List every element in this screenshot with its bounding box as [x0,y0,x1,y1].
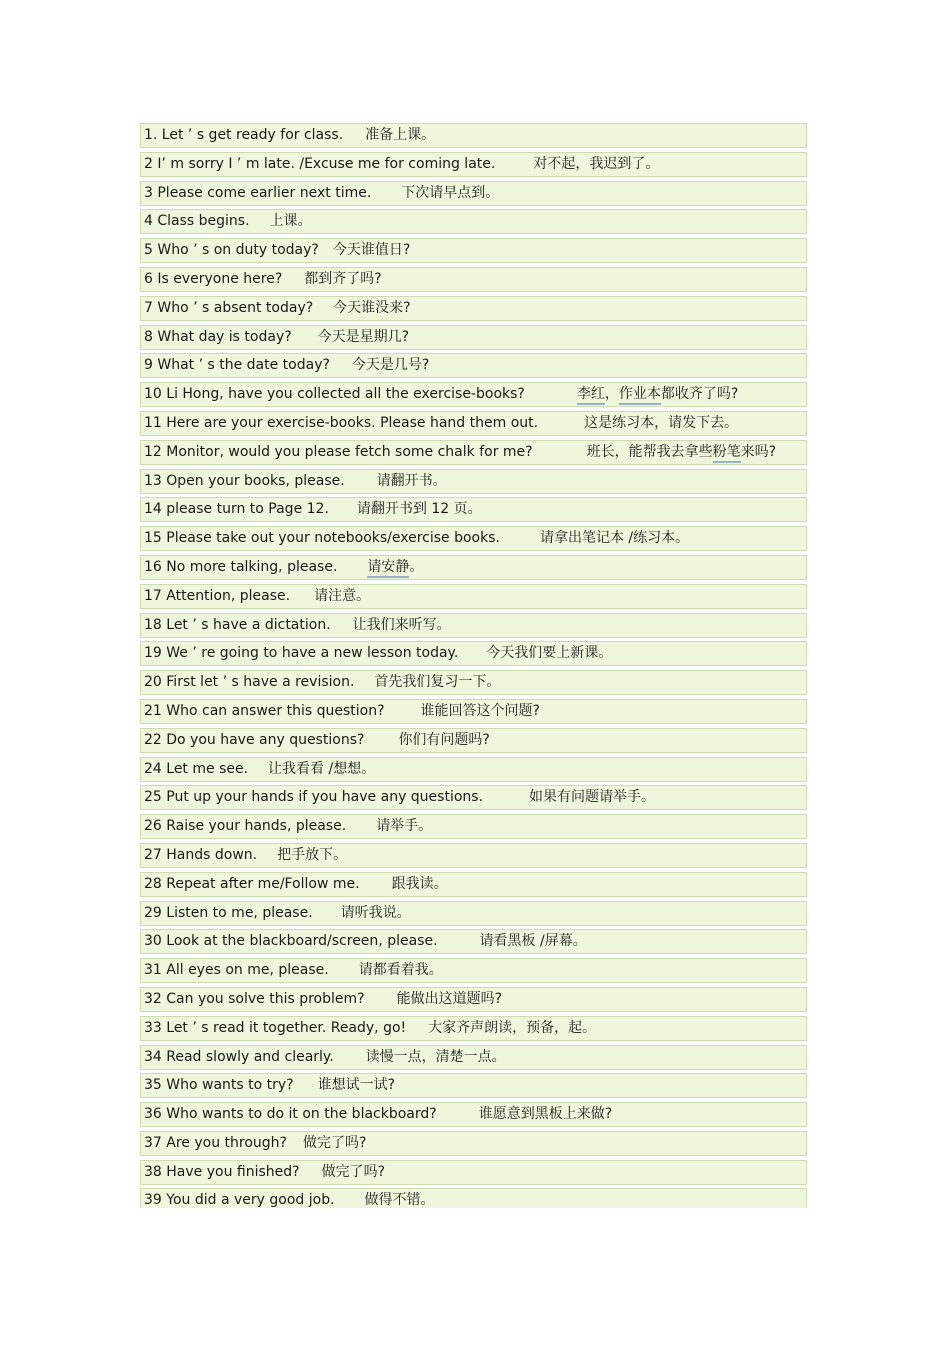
chinese-translation: 请翻开书。 [376,472,447,489]
english-phrase: 27 Hands down. [144,846,258,863]
underlined-term: 李红 [577,385,605,405]
phrase-row [140,411,807,436]
phrase-row [140,670,807,695]
chinese-translation: 请注意。 [314,587,371,604]
english-phrase: 34 Read slowly and clearly. [144,1048,334,1065]
chinese-translation: 把手放下。 [277,846,348,863]
chinese-translation: 请翻开书到 12 页。 [356,501,482,518]
chinese-translation: 今天谁没来? [333,299,411,316]
phrase-row [140,123,807,148]
chinese-translation: 做得不错。 [364,1192,435,1208]
english-phrase: 37 Are you through? [144,1134,287,1151]
english-phrase: 21 Who can answer this question? [144,702,385,719]
english-phrase: 24 Let me see. [144,760,249,777]
chinese-translation: 谁愿意到黑板上来做? [478,1106,613,1123]
english-phrase: 35 Who wants to try? [144,1077,294,1094]
phrase-row [140,872,807,897]
phrase-row [140,152,807,177]
chinese-text: 。 [409,558,424,575]
chinese-text: 班长，能帮我去拿些 [586,443,713,460]
phrase-row [140,584,807,609]
english-phrase: 7 Who ’ s absent today? [144,299,314,316]
phrase-row [140,267,807,292]
english-phrase: 13 Open your books, please. [144,472,345,489]
english-phrase: 17 Attention, please. [144,587,291,604]
phrase-row [140,296,807,321]
phrase-row [140,382,807,407]
english-phrase: 5 Who ’ s on duty today? [144,242,319,259]
chinese-translation: 做完了吗? [302,1134,367,1151]
chinese-text: 来吗? [740,443,777,460]
chinese-translation: 下次请早点到。 [401,184,500,201]
chinese-translation: 今天是星期几? [317,328,410,345]
phrase-row [140,1045,807,1070]
phrase-row [140,728,807,753]
english-phrase: 28 Repeat after me/Follow me. [144,875,360,892]
chinese-translation: 请都看着我。 [358,962,443,979]
english-phrase: 4 Class begins. [144,213,250,230]
chinese-translation: 今天我们要上新课。 [486,645,613,662]
english-phrase: 30 Look at the blackboard/screen, please. [144,933,438,950]
phrase-row [140,1131,807,1156]
phrase-row [140,209,807,234]
chinese-translation: 对不起，我迟到了。 [533,155,660,172]
chinese-translation: 首先我们复习一下。 [374,674,501,691]
english-phrase: 19 We ’ re going to have a new lesson today. [144,645,459,662]
chinese-translation: 都到齐了吗? [304,270,382,287]
chinese-translation: 请看黑板 /屏幕。 [479,933,587,950]
english-phrase: 8 What day is today? [144,328,292,345]
phrase-row [140,613,807,638]
english-phrase: 12 Monitor, would you please fetch some chalk for me? [144,443,533,460]
phrase-row [140,757,807,782]
chinese-translation [367,556,423,579]
phrase-row [140,181,807,206]
chinese-translation: 大家齐声朗读，预备，起。 [428,1019,597,1036]
underlined-term: 作业本 [619,385,661,405]
chinese-text: 都收齐了吗? [660,386,739,403]
english-phrase: 22 Do you have any questions? [144,731,365,748]
phrase-row [140,1073,807,1098]
english-phrase: 16 No more talking, please. [144,558,338,575]
chinese-translation: 你们有问题吗? [398,731,490,748]
chinese-translation: 谁能回答这个问题? [420,702,540,719]
phrase-row [140,353,807,378]
phrase-row [140,1160,807,1185]
phrase-table [140,123,807,1208]
phrase-row [140,1016,807,1041]
english-phrase: 25 Put up your hands if you have any questions. [144,789,484,806]
english-phrase: 6 Is everyone here? [144,270,283,287]
english-phrase: 9 What ’ s the date today? [144,357,330,374]
phrase-row [140,325,807,350]
english-phrase: 29 Listen to me, please. [144,904,313,921]
chinese-translation: 请拿出笔记本 /练习本。 [539,530,690,547]
chinese-translation: 请听我说。 [340,904,411,921]
english-phrase: 20 First let ’ s have a revision. [144,674,355,691]
english-phrase: 10 Li Hong, have you collected all the exercise-books? [144,386,525,403]
chinese-translation: 上课。 [269,213,312,230]
chinese-translation: 请举手。 [376,818,433,835]
chinese-translation: 如果有问题请举手。 [529,789,656,806]
chinese-translation [587,441,776,464]
phrase-row [140,469,807,494]
phrase-row [140,238,807,263]
chinese-translation: 能做出这道题吗? [396,990,503,1007]
chinese-translation: 做完了吗? [321,1163,386,1180]
chinese-translation: 读慢一点，清楚一点。 [365,1048,506,1065]
chinese-translation: 让我们来听写。 [352,616,451,633]
phrase-row [140,641,807,666]
chinese-translation [577,383,738,406]
chinese-translation: 让我看看 /想想。 [268,760,376,777]
phrase-row [140,1102,807,1127]
phrase-row [140,699,807,724]
english-phrase: 2 I’ m sorry I ’ m late. /Excuse me for coming late. [144,155,496,172]
english-phrase: 18 Let ’ s have a dictation. [144,616,331,633]
english-phrase: 39 You did a very good job. [144,1192,335,1208]
phrase-row [140,814,807,839]
english-phrase: 11 Here are your exercise-books. Please hand them out. [144,414,539,431]
phrase-row [140,785,807,810]
english-phrase: 38 Have you finished? [144,1163,300,1180]
english-phrase: 36 Who wants to do it on the blackboard? [144,1106,437,1123]
chinese-translation: 今天谁值日? [332,242,411,259]
underlined-term: 请安静 [367,558,409,578]
phrase-row [140,555,807,580]
english-phrase: 26 Raise your hands, please. [144,818,347,835]
chinese-translation: 今天是几号? [351,357,430,374]
english-phrase: 14 please turn to Page 12. [144,501,329,518]
english-phrase: 15 Please take out your notebooks/exercise books. [144,530,500,547]
phrase-row [140,497,807,522]
phrase-row [140,901,807,926]
chinese-translation: 准备上课。 [365,127,436,143]
english-phrase: 1. Let ’ s get ready for class. [144,127,344,143]
phrase-row [140,526,807,551]
english-phrase: 32 Can you solve this problem? [144,990,365,1007]
chinese-translation: 谁想试一试? [317,1077,396,1094]
underlined-term: 粉笔 [713,443,741,463]
english-phrase: 31 All eyes on me, please. [144,962,329,979]
phrase-row [140,958,807,983]
chinese-text: ， [604,386,619,403]
phrase-row [140,929,807,954]
phrase-row [140,440,807,465]
chinese-translation: 跟我读。 [391,875,448,892]
english-phrase: 33 Let ’ s read it together. Ready, go! [144,1019,407,1036]
phrase-row [140,1188,807,1208]
phrase-row [140,987,807,1012]
phrase-row [140,843,807,868]
english-phrase: 3 Please come earlier next time. [144,184,372,201]
chinese-translation: 这是练习本，请发下去。 [584,414,739,431]
